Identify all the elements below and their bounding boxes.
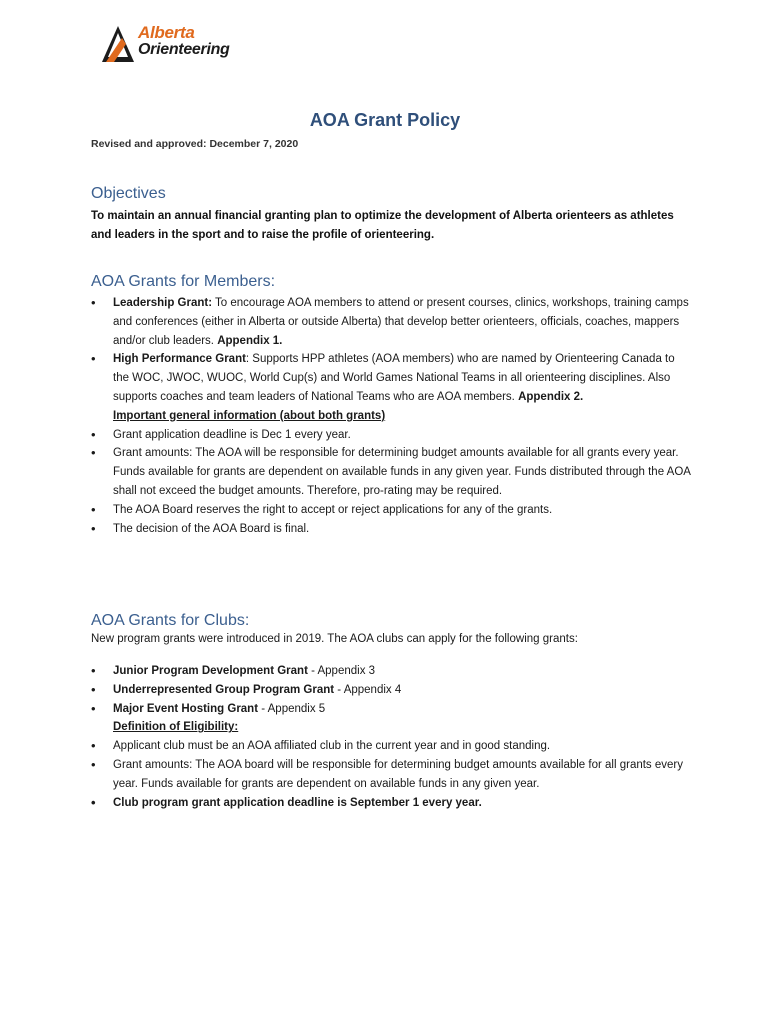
junior-grant-label: Junior Program Development Grant (113, 665, 308, 677)
clubs-intro: New program grants were introduced in 2019. The AOA clubs can apply for the following grants: (91, 633, 578, 645)
list-item-affiliated-club: • Applicant club must be an AOA affiliated club in the current year and in good standing. (91, 737, 691, 756)
major-event-grant-label: Major Event Hosting Grant (113, 702, 259, 715)
list-item-leadership-grant (91, 294, 691, 350)
revised-date: Revised and approved: December 7, 2020 (91, 138, 299, 150)
page-title: AOA Grant Policy (309, 110, 461, 130)
orienteering-triangle-icon (100, 24, 136, 64)
alberta-orienteering-logo (100, 24, 250, 66)
leadership-grant-appendix: Appendix 1. (217, 334, 283, 347)
members-list (91, 294, 691, 538)
list-item-grant-amounts: • Grant amounts: The AOA will be responsible for determining budget amounts available for all grants every year. Funds available for grants are dependent on available funds in any given year. Funds distributed through the AOA shall not exceed the budget amounts. Therefore, pro-rating may be required. (91, 444, 691, 500)
clubs-list (91, 662, 691, 812)
eligibility-heading: Definition of Eligibility: (113, 721, 239, 734)
leadership-grant-text: To encourage AOA members to attend or present courses, clinics, workshops, training camps and conferences (either in Alberta or outside Alberta) that develop better orienteers, officials, coaches, mappers and/or club leaders. (113, 297, 689, 347)
list-item-board-final: • The decision of the AOA Board is final. (91, 520, 691, 539)
members-heading: AOA Grants for Members: (91, 273, 276, 290)
list-item-high-performance-grant (91, 350, 691, 406)
underrepresented-grant-label: Underrepresented Group Program Grant (113, 683, 335, 696)
list-item-board-reserves: • The AOA Board reserves the right to accept or reject applications for any of the grants. (91, 501, 691, 520)
important-info-heading: Important general information (about both grants) (113, 409, 386, 422)
clubs-heading: AOA Grants for Clubs: (91, 612, 250, 629)
logo-line-alberta: Alberta (138, 23, 195, 42)
list-item-club-deadline: • Club program grant application deadline is September 1 every year. (91, 794, 691, 813)
list-item-underrepresented-grant (91, 681, 691, 700)
logo-line-orienteering: Orienteering (138, 41, 230, 58)
leadership-grant-label: Leadership Grant: (113, 297, 213, 309)
objectives-text: To maintain an annual financial granting plan to optimize the development of Alberta orienteers as athletes and leaders in the sport and to raise the profile of orienteering. (91, 210, 674, 241)
list-item-deadline: • Grant application deadline is Dec 1 every year. (91, 426, 691, 445)
list-item-major-event-grant (91, 700, 691, 719)
list-item-junior-grant (91, 662, 691, 681)
hp-grant-text: : Supports HPP athletes (AOA members) who are named by Orienteering Canada to the WOC, JWOC, WUOC, World Cup(s) and World Games National Teams in all orienteering disciplines. Also supports coaches and team leaders of National Teams who are AOA members. (113, 353, 675, 403)
junior-grant-appendix: - Appendix 3 (307, 665, 376, 677)
hp-grant-appendix: Appendix 2. (518, 390, 584, 403)
hp-grant-label: High Performance Grant (113, 353, 246, 366)
underrepresented-grant-appendix: - Appendix 4 (334, 683, 402, 696)
major-event-grant-appendix: - Appendix 5 (258, 702, 326, 715)
list-item-club-grant-amounts: • Grant amounts: The AOA board will be responsible for determining budget amounts available for all grants every year. Funds available for grants are dependent on available funds in any given year. (91, 756, 691, 794)
objectives-heading: Objectives (91, 185, 166, 202)
